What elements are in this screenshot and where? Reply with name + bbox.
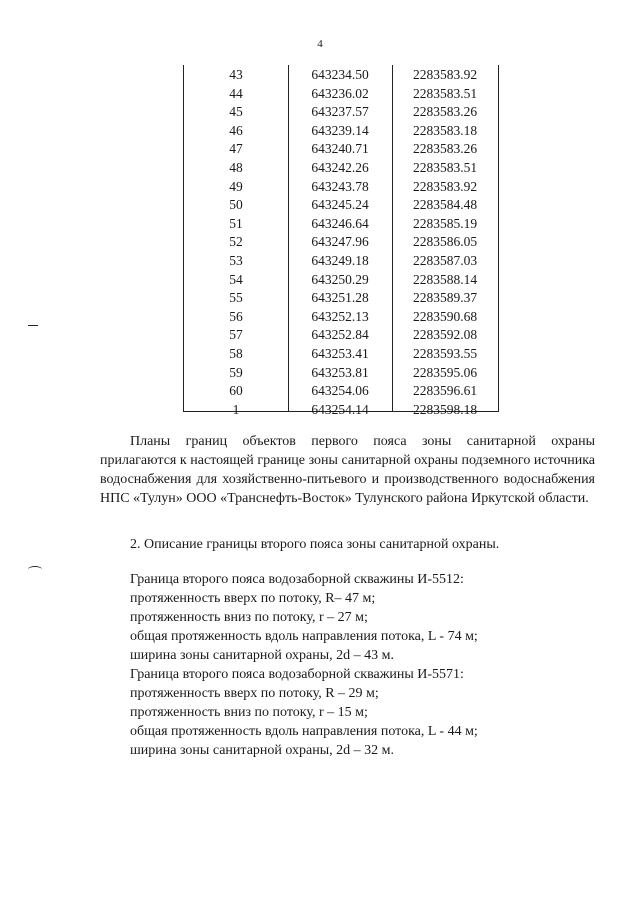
x-coordinate-cell: 643253.41: [311, 345, 369, 361]
description-line: ширина зоны санитарной охраны, 2d – 43 м.: [130, 648, 395, 663]
point-number-cell: 53: [229, 252, 243, 268]
table-row: [184, 215, 498, 234]
point-number-cell: 55: [229, 290, 243, 306]
x-coordinate-cell: 643251.28: [311, 290, 369, 306]
point-number-cell: 46: [229, 122, 243, 138]
table-row: [184, 252, 498, 271]
y-coordinate-cell: 2283583.18: [412, 122, 478, 138]
point-number-cell: 58: [229, 345, 243, 361]
x-coordinate-cell: 643249.18: [311, 252, 369, 268]
point-number-cell: 56: [229, 308, 243, 324]
table-row: [184, 66, 498, 85]
y-coordinate-cell: 2283586.05: [412, 234, 478, 250]
x-coordinate-cell: 643253.81: [311, 364, 369, 380]
description-line: общая протяженность вдоль направления потока, L - 74 м;: [130, 629, 478, 644]
description-line: Граница второго пояса водозаборной скважины И-5571:: [130, 667, 464, 682]
point-number-cell: 54: [229, 271, 243, 287]
table-row: [184, 140, 498, 159]
point-number-cell: 50: [229, 197, 243, 213]
paragraph-plans-rest: прилагаются к настоящей границе зоны санитарной охраны подземного источника водоснабжения для хозяйственно-питьевого и производственного водоснабжения НПС «Тулун» ООО «Транснефть-Восток» Тулунского района Иркутской области.: [100, 453, 595, 506]
x-coordinate-cell: 643242.26: [311, 159, 369, 175]
table-row: [184, 178, 498, 197]
y-coordinate-cell: 2283595.06: [412, 364, 478, 380]
description-line: протяженность вниз по потоку, r – 27 м;: [130, 610, 368, 625]
x-coordinate-cell: 643254.06: [311, 383, 369, 399]
table-row: [184, 122, 498, 141]
table-row: [184, 364, 498, 383]
table-row: [184, 103, 498, 122]
x-coordinate-cell: 643252.13: [311, 308, 369, 324]
x-coordinate-cell: 643236.02: [311, 85, 369, 101]
section-2-heading: 2. Описание границы второго пояса зоны санитарной охраны.: [130, 537, 500, 552]
x-coordinate-cell: 643252.84: [311, 327, 369, 343]
x-coordinate-cell: 643240.71: [311, 141, 369, 157]
table-row: [184, 271, 498, 290]
table-row: [184, 159, 498, 178]
y-coordinate-cell: 2283598.18: [412, 401, 478, 417]
table-row: [184, 382, 498, 401]
y-coordinate-cell: 2283592.08: [412, 327, 478, 343]
paragraph-plans: [100, 432, 595, 508]
table-row: [184, 308, 498, 327]
y-coordinate-cell: 2283585.19: [412, 215, 478, 231]
description-line: общая протяженность вдоль направления потока, L - 44 м;: [130, 724, 478, 739]
table-row: [184, 196, 498, 215]
point-number-cell: 47: [229, 141, 243, 157]
y-coordinate-cell: 2283589.37: [412, 290, 478, 306]
point-number-cell: 45: [229, 104, 243, 120]
y-coordinate-cell: 2283583.51: [412, 159, 478, 175]
y-coordinate-cell: 2283593.55: [412, 345, 478, 361]
page-number: 4: [317, 38, 323, 50]
description-line: протяженность вниз по потоку, r – 15 м;: [130, 705, 368, 720]
y-coordinate-cell: 2283583.92: [412, 67, 478, 82]
y-coordinate-cell: 2283590.68: [412, 308, 478, 324]
x-coordinate-cell: 643247.96: [311, 234, 369, 250]
y-coordinate-cell: 2283583.26: [412, 104, 478, 120]
point-number-cell: 60: [229, 383, 243, 399]
y-coordinate-cell: 2283584.48: [412, 197, 478, 213]
table-row: [184, 401, 498, 420]
second-belt-description: [130, 570, 478, 760]
y-coordinate-cell: 2283583.26: [412, 141, 478, 157]
table-rows: [184, 66, 498, 419]
y-coordinate-cell: 2283596.61: [412, 383, 478, 399]
margin-mark: [28, 325, 38, 332]
x-coordinate-cell: 643239.14: [311, 122, 369, 138]
point-number-cell: 49: [229, 178, 243, 194]
margin-mark: [28, 566, 42, 573]
description-line: протяженность вверх по потоку, R– 47 м;: [130, 591, 376, 606]
x-coordinate-cell: 643245.24: [311, 197, 369, 213]
paragraph-plans-line1: Планы границ объектов первого пояса зоны санитарной охраны: [130, 434, 595, 449]
point-number-cell: 1: [232, 401, 240, 417]
description-line: ширина зоны санитарной охраны, 2d – 32 м.: [130, 743, 395, 758]
coordinates-table: [183, 65, 499, 417]
x-coordinate-cell: 643254.14: [311, 401, 369, 417]
point-number-cell: 44: [229, 85, 243, 101]
table-row: [184, 289, 498, 308]
x-coordinate-cell: 643246.64: [311, 215, 369, 231]
y-coordinate-cell: 2283588.14: [412, 271, 478, 287]
point-number-cell: 59: [229, 364, 243, 380]
x-coordinate-cell: 643234.50: [311, 67, 369, 82]
x-coordinate-cell: 643237.57: [311, 104, 369, 120]
description-line: протяженность вверх по потоку, R – 29 м;: [130, 686, 379, 701]
point-number-cell: 52: [229, 234, 243, 250]
point-number-cell: 57: [229, 327, 243, 343]
x-coordinate-cell: 643243.78: [311, 178, 369, 194]
x-coordinate-cell: 643250.29: [311, 271, 369, 287]
y-coordinate-cell: 2283587.03: [412, 252, 478, 268]
point-number-cell: 43: [229, 67, 243, 82]
y-coordinate-cell: 2283583.51: [412, 85, 478, 101]
table-row: [184, 85, 498, 104]
point-number-cell: 48: [229, 159, 243, 175]
table-row: [184, 345, 498, 364]
table-row: [184, 233, 498, 252]
point-number-cell: 51: [229, 215, 243, 231]
y-coordinate-cell: 2283583.92: [412, 178, 478, 194]
description-line: Граница второго пояса водозаборной скважины И-5512:: [130, 572, 464, 587]
table-row: [184, 326, 498, 345]
